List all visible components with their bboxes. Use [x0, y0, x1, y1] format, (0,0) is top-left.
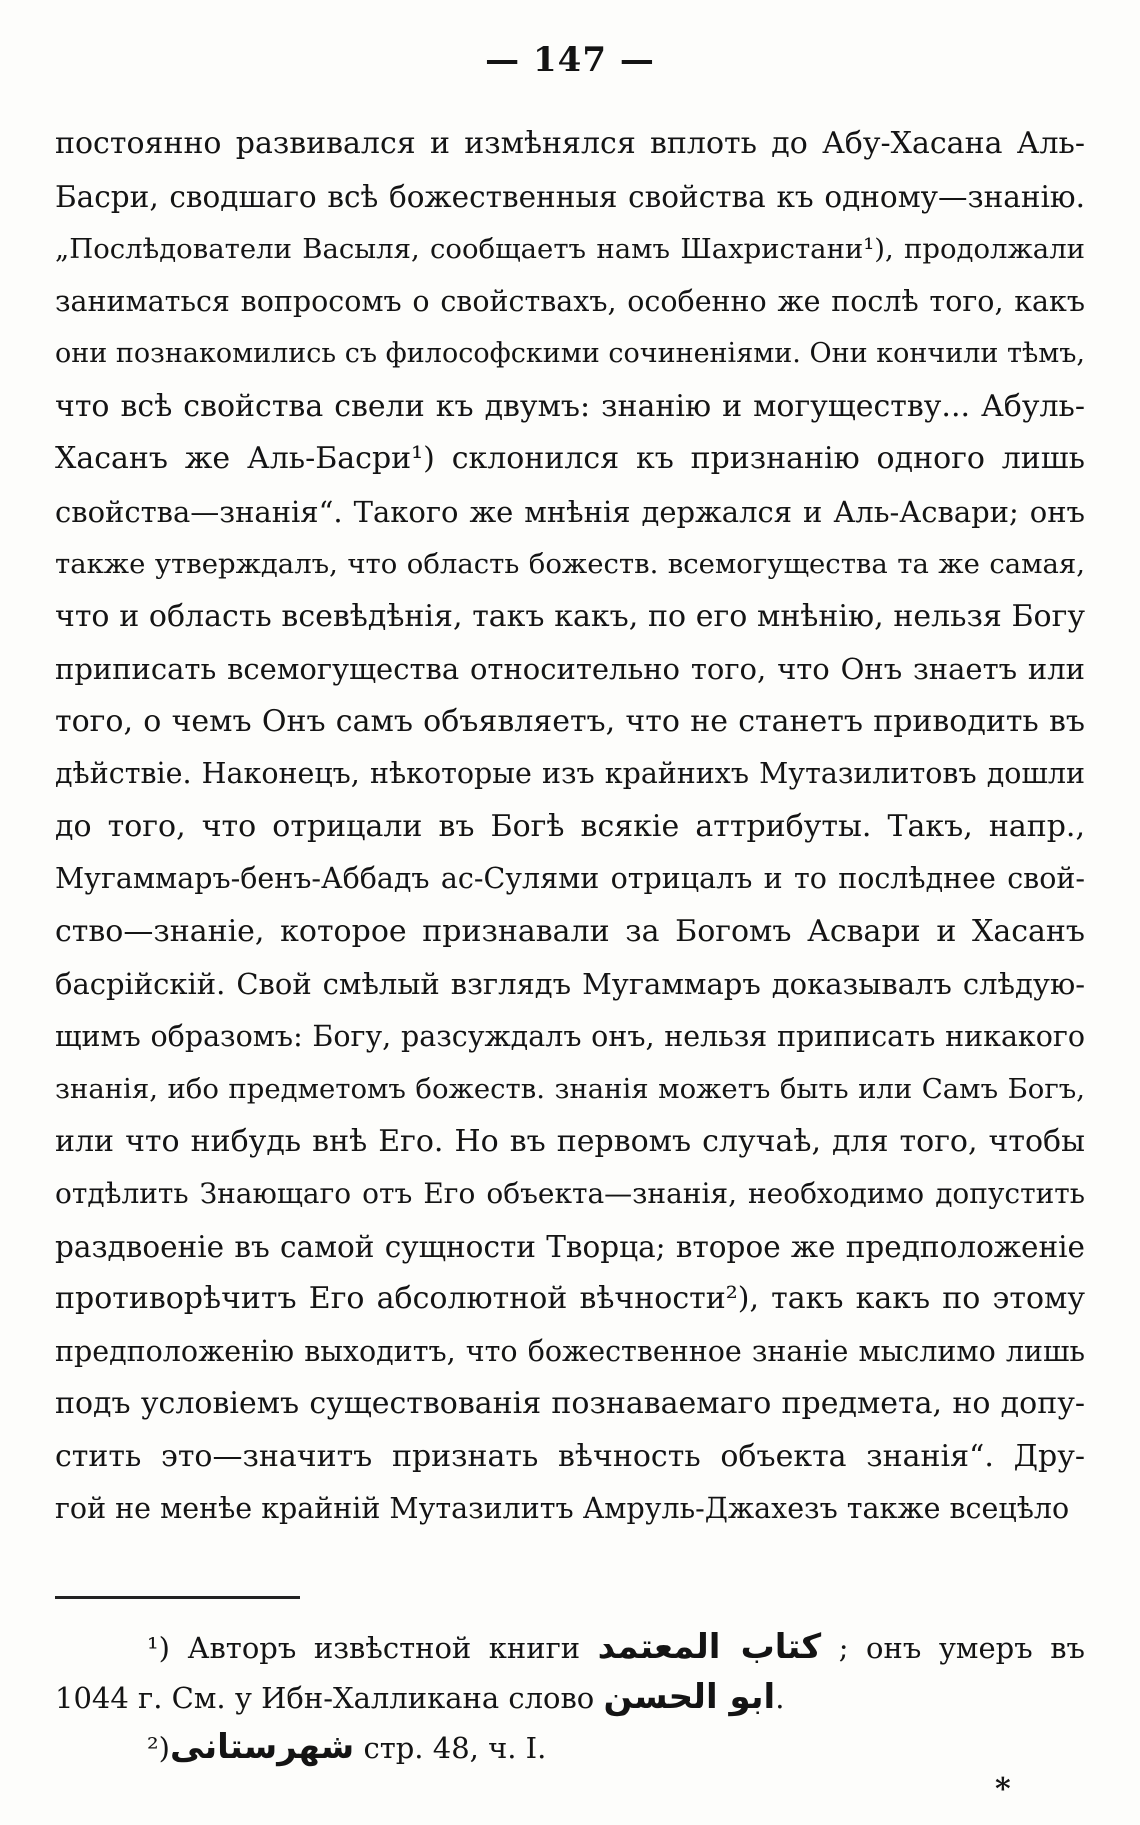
footnote-1-text: ¹) Авторъ извѣстной книги — [147, 1631, 581, 1665]
text-line: раздвоеніе въ самой сущности Творца; второе же предположеніе — [55, 1229, 1085, 1264]
footnote-2 — [55, 1722, 1085, 1772]
footnote-2-marker: ²) — [147, 1731, 170, 1765]
text-line: щимъ образомъ: Богу, разсуждалъ онъ, нельзя приписать никакого — [55, 1019, 1085, 1053]
text-line: до того, что отрицали въ Богѣ всякіе аттрибуты. Такъ, напр., — [55, 808, 1085, 844]
page-number: — 147 — — [485, 40, 655, 80]
arabic-name: شهرستانى — [169, 1727, 355, 1767]
text-line: также утверждалъ, что область божеств. всемогущества та же самая, — [55, 548, 1085, 580]
footnote-2-text: стр. 48, ч. I. — [363, 1731, 547, 1765]
footnote-1-text-end: ; онъ умеръ въ — [838, 1631, 1085, 1665]
text-line: Хасанъ же Аль-Басри¹) склонился къ признанію одного лишь — [55, 441, 1085, 476]
text-line: стить это—значитъ признать вѣчность объекта знанія“. Дру- — [55, 1438, 1085, 1474]
text-line: Мугаммаръ-бенъ-Аббадъ ас-Сулями отрицалъ и то послѣднее свой- — [55, 862, 1085, 895]
text-line: они познакомились съ философскими сочиненіями. Они кончили тѣмъ, — [55, 338, 1085, 369]
text-line: отдѣлить Знающаго отъ Его объекта—знанія, необходимо допустить — [55, 1177, 1085, 1210]
text-line: подъ условіемъ существованія познаваемаго предмета, но допу- — [55, 1386, 1085, 1421]
page-mark: * — [995, 1772, 1011, 1807]
text-line: ство—знаніе, которое признавали за Богомъ Асвари и Хасанъ — [55, 913, 1085, 949]
text-line: Басри, сводшаго всѣ божественныя свойства къ одному—знанію. — [55, 179, 1085, 214]
footnote-separator — [55, 1596, 300, 1599]
text-line: знанія, ибо предметомъ божеств. знанія можетъ быть или Самъ Богъ, — [55, 1073, 1085, 1105]
arabic-word: ابو الحسن — [603, 1677, 776, 1717]
text-line: того, о чемъ Онъ самъ объявляетъ, что не станетъ приводить въ — [55, 703, 1085, 739]
text-line: противорѣчитъ Его абсолютной вѣчности²), такъ какъ по этому — [55, 1281, 1085, 1316]
text-line: гой не менѣе крайній Мутазилитъ Амруль-Джахезъ также всецѣло — [55, 1492, 1070, 1525]
text-line: что и область всевѣдѣнія, такъ какъ, по его мнѣнію, нельзя Богу — [55, 598, 1085, 634]
footnote-1-line-1 — [55, 1622, 1085, 1672]
text-line: или что нибудь внѣ Его. Но въ первомъ случаѣ, для того, чтобы — [55, 1123, 1085, 1159]
text-line: заниматься вопросомъ о свойствахъ, особенно же послѣ того, какъ — [55, 284, 1085, 318]
text-line: приписать всемогущества относительно того, что Онъ знаетъ или — [55, 652, 1085, 686]
footnote-1-line-2 — [55, 1672, 1085, 1722]
text-line: предположенію выходитъ, что божественное знаніе мыслимо лишь — [55, 1334, 1085, 1368]
footnote-1-period: . — [775, 1681, 785, 1715]
text-line: дѣйствіе. Наконецъ, нѣкоторые изъ крайнихъ Мутазилитовъ дошли — [55, 757, 1085, 790]
body-text — [55, 118, 1085, 1536]
text-line: басрійскій. Свой смѣлый взглядъ Мугаммаръ доказывалъ слѣдую- — [55, 967, 1085, 1001]
text-line: „Послѣдователи Васыля, сообщаетъ намъ Шахристани¹), продолжали — [55, 233, 1085, 265]
text-line: что всѣ свойства свели къ двумъ: знанію и могуществу... Абуль- — [55, 388, 1085, 424]
arabic-book-title: كتاب المعتمد — [597, 1627, 822, 1667]
text-line: свойства—знанія“. Такого же мнѣнія держался и Аль-Асвари; онъ — [55, 494, 1085, 529]
text-line: постоянно развивался и измѣнялся вплоть до Абу-Хасана Аль- — [55, 126, 1085, 161]
footnote-1-text-2: 1044 г. См. у Ибн-Халликана слово — [55, 1681, 595, 1715]
footnotes — [55, 1622, 1085, 1772]
